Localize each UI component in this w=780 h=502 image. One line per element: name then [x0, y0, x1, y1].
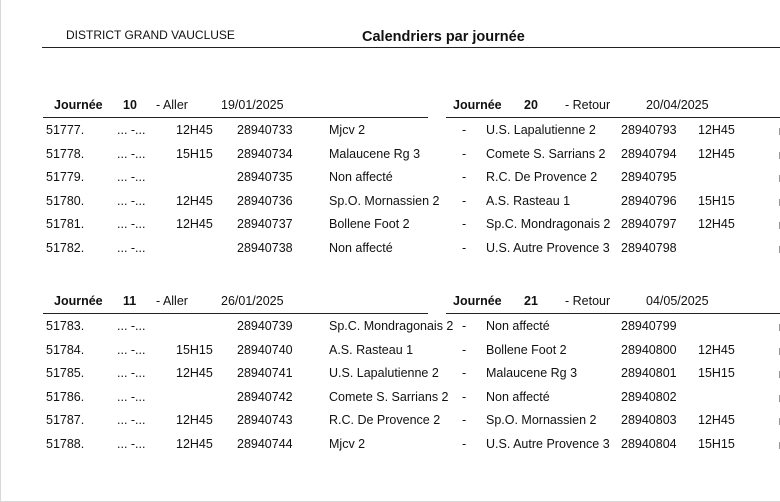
team-away: Sp.O. Mornassien 2	[486, 413, 597, 427]
match-code: 51788.	[46, 436, 85, 451]
separator-dash: -	[462, 217, 467, 231]
kickoff-time-retour: 15H15	[698, 193, 735, 208]
match-number-aller: 28940738	[237, 240, 293, 255]
placeholder-dots: ... -...	[117, 436, 146, 451]
kickoff-time-retour: 12H45	[698, 146, 735, 161]
separator-dash: -	[462, 319, 467, 333]
team-home: A.S. Rasteau 1	[329, 342, 414, 357]
match-code: 51778.	[46, 146, 85, 161]
team-home: R.C. De Provence 2	[329, 413, 441, 427]
team-home: Mjcv 2	[329, 436, 366, 451]
journee-date: 20/04/2025	[646, 98, 709, 112]
team-away: U.S. Autre Provence 3	[486, 436, 610, 451]
table-row	[0, 123, 780, 143]
page-title: Calendriers par journée	[362, 29, 525, 45]
team-away: U.S. Lapalutienne 2	[486, 123, 596, 137]
separator-dash: -	[462, 170, 467, 184]
separator-dash: -	[462, 366, 467, 380]
header-underline-left	[43, 313, 428, 314]
placeholder-dots: ... -...	[117, 240, 146, 255]
match-number-aller: 28940734	[237, 146, 293, 161]
kickoff-time-retour: 15H15	[698, 366, 735, 380]
table-row	[0, 390, 780, 410]
match-number-aller: 28940739	[237, 319, 293, 333]
table-row	[0, 194, 780, 214]
team-away: R.C. De Provence 2	[486, 170, 598, 184]
match-code: 51782.	[46, 240, 85, 255]
team-away: Non affecté	[486, 389, 550, 404]
journee-number: 11	[123, 294, 137, 308]
journee-label: Journée	[54, 294, 103, 308]
match-number-retour: 28940799	[621, 319, 677, 333]
kickoff-time-aller: 12H45	[176, 193, 213, 208]
separator-dash: -	[462, 240, 467, 255]
match-number-aller: 28940733	[237, 123, 293, 137]
schedule-block-2	[0, 292, 780, 462]
placeholder-dots: ... -...	[117, 319, 146, 333]
team-away: Sp.C. Mondragonais 2	[486, 217, 611, 231]
team-away: Malaucene Rg 3	[486, 366, 578, 380]
team-home: Comete S. Sarrians 2	[329, 389, 449, 404]
kickoff-time-aller: 12H45	[176, 123, 213, 137]
team-away: Comete S. Sarrians 2	[486, 146, 606, 161]
match-number-aller: 28940740	[237, 342, 293, 357]
match-number-retour: 28940803	[621, 413, 677, 427]
district-name: DISTRICT GRAND VAUCLUSE	[66, 28, 235, 42]
match-number-retour: 28940798	[621, 240, 677, 255]
match-number-retour: 28940804	[621, 436, 677, 451]
placeholder-dots: ... -...	[117, 342, 146, 357]
journee-date: 04/05/2025	[646, 294, 709, 308]
match-number-aller: 28940742	[237, 389, 293, 404]
team-away: Bollene Foot 2	[486, 342, 567, 357]
separator-dash: -	[462, 193, 467, 208]
match-number-aller: 28940737	[237, 217, 293, 231]
separator-dash: -	[462, 123, 467, 137]
placeholder-dots: ... -...	[117, 389, 146, 404]
journee-number: 10	[123, 98, 137, 112]
match-code: 51787.	[46, 413, 85, 427]
kickoff-time-retour: 12H45	[698, 413, 735, 427]
team-home: Malaucene Rg 3	[329, 146, 421, 161]
match-number-retour: 28940795	[621, 170, 677, 184]
journee-number: 20	[524, 98, 538, 112]
separator-dash: -	[462, 389, 467, 404]
kickoff-time-aller: 15H15	[176, 146, 213, 161]
match-number-aller: 28940736	[237, 193, 293, 208]
separator-dash: -	[462, 146, 467, 161]
match-number-retour: 28940794	[621, 146, 677, 161]
team-home: Non affecté	[329, 170, 393, 184]
match-number-retour: 28940802	[621, 389, 677, 404]
match-code: 51783.	[46, 319, 85, 333]
separator-dash: -	[462, 413, 467, 427]
team-home: Sp.C. Mondragonais 2	[329, 319, 454, 333]
match-number-aller: 28940743	[237, 413, 293, 427]
table-row	[0, 217, 780, 237]
placeholder-dots: ... -...	[117, 366, 146, 380]
match-number-retour: 28940801	[621, 366, 677, 380]
match-code: 51786.	[46, 389, 85, 404]
kickoff-time-aller: 12H45	[176, 217, 213, 231]
match-number-aller: 28940735	[237, 170, 293, 184]
match-number-aller: 28940744	[237, 436, 293, 451]
team-away: Non affecté	[486, 319, 550, 333]
table-row	[0, 241, 780, 261]
placeholder-dots: ... -...	[117, 123, 146, 137]
kickoff-time-retour: 12H45	[698, 342, 735, 357]
header-divider	[42, 47, 780, 48]
header-underline-right	[446, 117, 780, 118]
kickoff-time-retour: 12H45	[698, 123, 735, 137]
table-row	[0, 437, 780, 457]
schedule-block-1	[0, 96, 780, 266]
journee-label: Journée	[453, 98, 502, 112]
match-number-retour: 28940797	[621, 217, 677, 231]
match-code: 51779.	[46, 170, 85, 184]
placeholder-dots: ... -...	[117, 217, 146, 231]
header-underline-right	[446, 313, 780, 314]
journee-type: - Aller	[156, 98, 188, 112]
journee-date: 26/01/2025	[221, 294, 284, 308]
table-row	[0, 413, 780, 433]
placeholder-dots: ... -...	[117, 146, 146, 161]
team-away: U.S. Autre Provence 3	[486, 240, 610, 255]
journee-number: 21	[524, 294, 538, 308]
match-code: 51781.	[46, 217, 85, 231]
table-row	[0, 366, 780, 386]
journee-type: - Retour	[565, 98, 611, 112]
match-code: 51777.	[46, 123, 85, 137]
separator-dash: -	[462, 436, 467, 451]
match-code: 51784.	[46, 342, 85, 357]
match-code: 51785.	[46, 366, 85, 380]
table-row	[0, 319, 780, 339]
placeholder-dots: ... -...	[117, 413, 146, 427]
team-home: Sp.O. Mornassien 2	[329, 193, 440, 208]
journee-label: Journée	[54, 98, 103, 112]
match-code: 51780.	[46, 193, 85, 208]
team-home: Non affecté	[329, 240, 393, 255]
separator-dash: -	[462, 342, 467, 357]
team-away: A.S. Rasteau 1	[486, 193, 571, 208]
team-home: Mjcv 2	[329, 123, 366, 137]
journee-date: 19/01/2025	[221, 98, 284, 112]
table-row	[0, 343, 780, 363]
match-number-retour: 28940800	[621, 342, 677, 357]
journee-type: - Aller	[156, 294, 188, 308]
table-row	[0, 147, 780, 167]
kickoff-time-aller: 12H45	[176, 413, 213, 427]
kickoff-time-aller: 12H45	[176, 436, 213, 451]
match-number-retour: 28940796	[621, 193, 677, 208]
placeholder-dots: ... -...	[117, 170, 146, 184]
kickoff-time-aller: 15H15	[176, 342, 213, 357]
match-number-retour: 28940793	[621, 123, 677, 137]
kickoff-time-aller: 12H45	[176, 366, 213, 380]
header-underline-left	[43, 117, 428, 118]
kickoff-time-retour: 15H15	[698, 436, 735, 451]
placeholder-dots: ... -...	[117, 193, 146, 208]
table-row	[0, 170, 780, 190]
kickoff-time-retour: 12H45	[698, 217, 735, 231]
match-number-aller: 28940741	[237, 366, 293, 380]
team-home: Bollene Foot 2	[329, 217, 410, 231]
journee-type: - Retour	[565, 294, 611, 308]
team-home: U.S. Lapalutienne 2	[329, 366, 439, 380]
journee-label: Journée	[453, 294, 502, 308]
